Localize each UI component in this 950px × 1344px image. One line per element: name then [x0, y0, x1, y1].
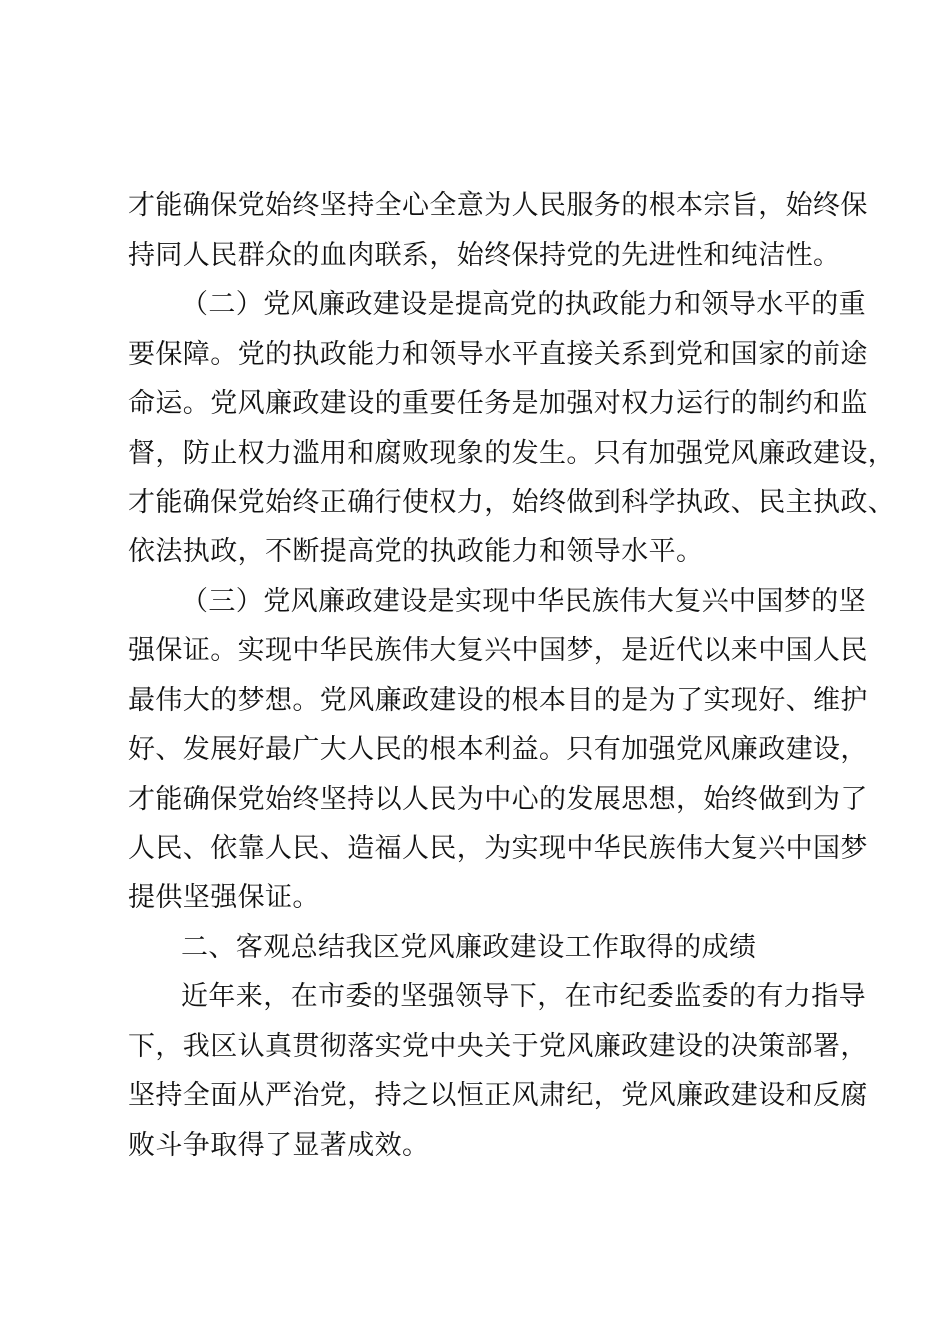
- text-line: 才能确保党始终正确行使权力，始终做到科学执政、民主执政、: [128, 487, 896, 518]
- text-line: 要保障。党的执政能力和领导水平直接关系到党和国家的前途: [128, 339, 868, 370]
- text-line: 依法执政，不断提高党的执政能力和领导水平。: [128, 536, 704, 567]
- chapter-heading: 二、客观总结我区党风廉政建设工作取得的成绩: [181, 932, 757, 963]
- text-line: 才能确保党始终坚持以人民为中心的发展思想，始终做到为了: [128, 784, 868, 815]
- text-line: 持同人民群众的血肉联系，始终保持党的先进性和纯洁性。: [128, 240, 841, 271]
- text-line: 才能确保党始终坚持全心全意为人民服务的根本宗旨，始终保: [128, 190, 868, 221]
- text-line: 下，我区认真贯彻落实党中央关于党风廉政建设的决策部署，: [128, 1031, 868, 1062]
- section-heading: （三）党风廉政建设是实现中华民族伟大复兴中国梦的坚: [181, 586, 866, 617]
- section-heading: （二）党风廉政建设是提高党的执政能力和领导水平的重: [181, 289, 866, 320]
- text-line: 坚持全面从严治党，持之以恒正风肃纪，党风廉政建设和反腐: [128, 1080, 868, 1111]
- text-line: 人民、依靠人民、造福人民，为实现中华民族伟大复兴中国梦: [128, 833, 868, 864]
- text-line: 好、发展好最广大人民的根本利益。只有加强党风廉政建设，: [128, 734, 868, 765]
- text-line: 提供坚强保证。: [128, 882, 320, 913]
- text-line: 近年来，在市委的坚强领导下，在市纪委监委的有力指导: [181, 981, 866, 1012]
- text-line: 败斗争取得了显著成效。: [128, 1130, 430, 1161]
- text-line: 强保证。实现中华民族伟大复兴中国梦，是近代以来中国人民: [128, 635, 868, 666]
- text-line: 督，防止权力滥用和腐败现象的发生。只有加强党风廉政建设，: [128, 438, 896, 469]
- text-line: 命运。党风廉政建设的重要任务是加强对权力运行的制约和监: [128, 388, 868, 419]
- text-line: 最伟大的梦想。党风廉政建设的根本目的是为了实现好、维护: [128, 685, 868, 716]
